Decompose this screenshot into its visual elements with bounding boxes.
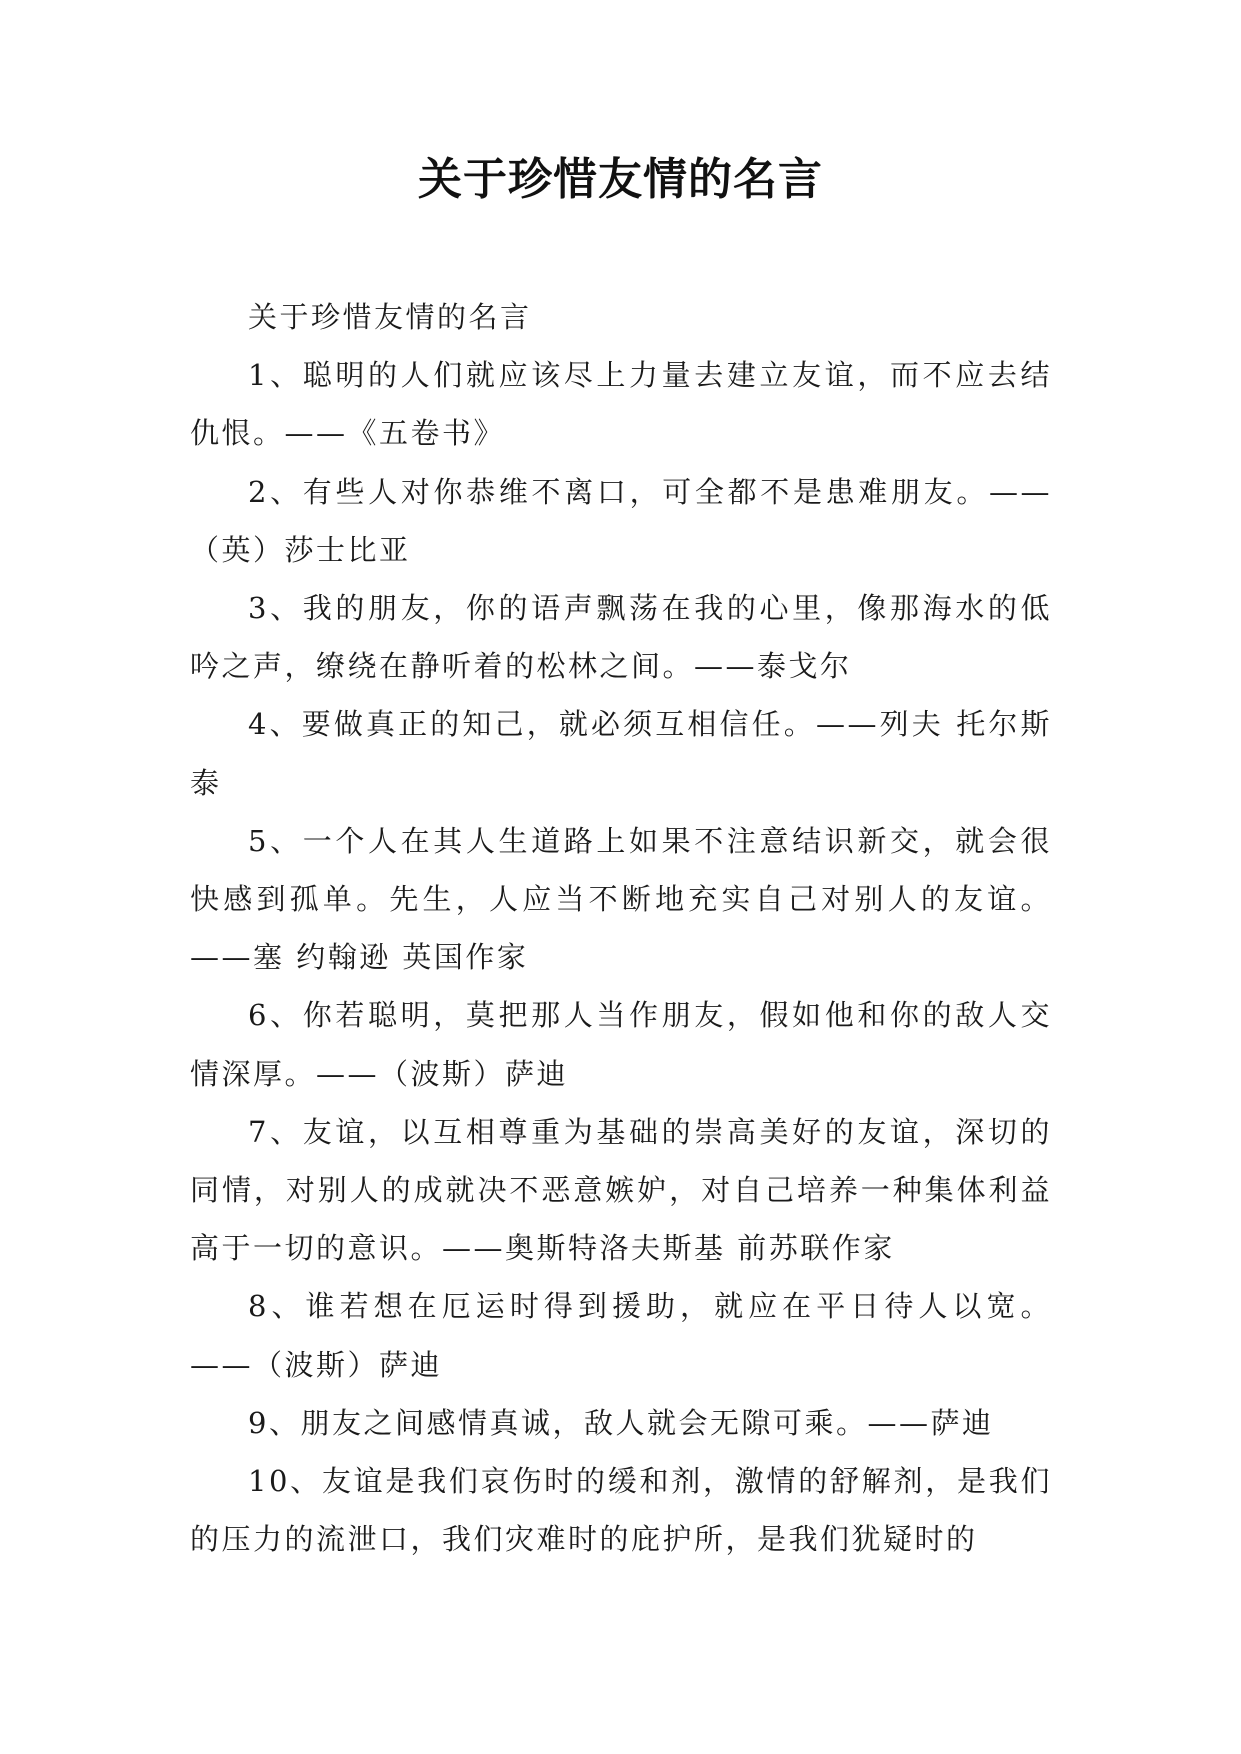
document-title: 关于珍惜友情的名言 [418,154,823,205]
quote-paragraph-2: 2、有些人对你恭维不离口，可全都不是患难朋友。——（英）莎士比亚 [190,474,1052,567]
quote-paragraph-4: 4、要做真正的知己，就必须互相信任。——列夫 托尔斯泰 [190,707,1052,800]
quote-paragraph-7: 7、友谊，以互相尊重为基础的崇高美好的友谊，深切的同情，对别人的成就决不恶意嫉妒，对自己培养一种集体利益高于一切的意识。——奥斯特洛夫斯基 前苏联作家 [190,1114,1052,1266]
document-body [190,288,1052,1568]
quote-paragraph-3: 3、我的朋友，你的语声飘荡在我的心里，像那海水的低吟之声，缭绕在静听着的松林之间。——泰戈尔 [190,591,1052,684]
quote-paragraph-8: 8、谁若想在厄运时得到援助，就应在平日待人以宽。——（波斯）萨迪 [190,1289,1052,1382]
quote-paragraph-1: 1、聪明的人们就应该尽上力量去建立友谊，而不应去结仇恨。——《五卷书》 [190,358,1052,451]
quote-paragraph-6: 6、你若聪明，莫把那人当作朋友，假如他和你的敌人交情深厚。——（波斯）萨迪 [190,998,1052,1091]
intro-paragraph: 关于珍惜友情的名言 [248,300,532,334]
quote-paragraph-10: 10、友谊是我们哀伤时的缓和剂，激情的舒解剂，是我们的压力的流泄口，我们灾难时的庇护所，是我们犹疑时的 [190,1464,1052,1557]
quote-paragraph-5: 5、一个人在其人生道路上如果不注意结识新交，就会很快感到孤单。先生，人应当不断地充实自己对别人的友谊。——塞 约翰逊 英国作家 [190,823,1052,975]
quote-paragraph-9: 9、朋友之间感情真诚，敌人就会无隙可乘。——萨迪 [248,1405,994,1440]
